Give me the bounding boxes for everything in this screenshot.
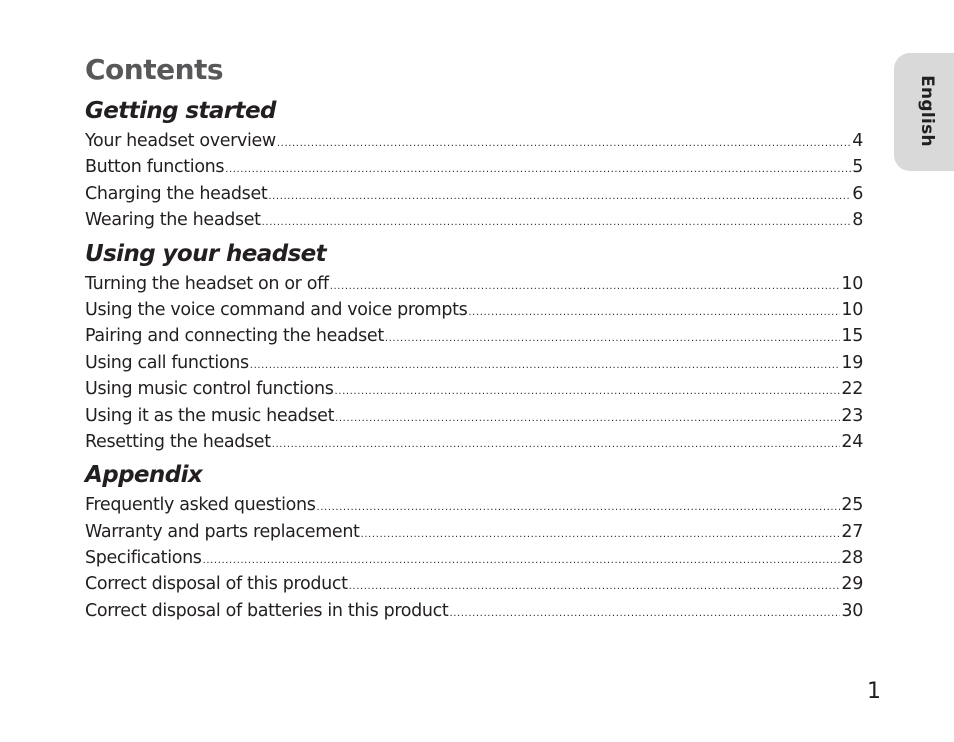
toc-entry-page: 10 (841, 299, 863, 320)
toc-entry[interactable] (85, 207, 863, 233)
toc-entry-page: 23 (841, 405, 863, 426)
dot-leader (335, 406, 840, 432)
toc-entry-page: 22 (841, 379, 863, 400)
toc-entry-page: 8 (852, 210, 863, 231)
toc-entry-page: 30 (841, 600, 863, 621)
toc-entry-page: 25 (841, 495, 863, 516)
toc-entry-label: Pairing and connecting the headset (85, 326, 384, 347)
toc-entry[interactable] (85, 350, 863, 376)
toc-entry-label: Wearing the headset (85, 210, 261, 231)
toc-entry-page: 28 (841, 548, 863, 569)
toc-entry[interactable] (85, 271, 863, 297)
toc-entry[interactable] (85, 519, 863, 545)
toc-entry[interactable] (85, 297, 863, 323)
toc-entry-label: Correct disposal of this product (85, 574, 348, 595)
dot-leader (468, 300, 840, 326)
dot-leader (385, 326, 841, 352)
language-tab-label: English (917, 75, 937, 147)
toc-entry[interactable] (85, 376, 863, 402)
toc-entry-label: Correct disposal of batteries in this product (85, 600, 449, 621)
toc-entry-label: Warranty and parts replacement (85, 521, 360, 542)
toc-entry[interactable] (85, 323, 863, 349)
toc-entry-page: 27 (841, 521, 863, 542)
page-title: Contents (85, 53, 224, 86)
toc-entry[interactable] (85, 128, 863, 154)
toc-entry-page: 5 (852, 157, 863, 178)
table-of-contents (85, 95, 863, 628)
toc-entry-page: 15 (841, 326, 863, 347)
dot-leader (361, 522, 841, 548)
dot-leader (449, 601, 840, 627)
toc-entry[interactable] (85, 598, 863, 624)
section-heading-getting-started: Getting started (85, 98, 276, 124)
toc-entry-page: 10 (841, 273, 863, 294)
dot-leader (225, 157, 851, 183)
toc-entry-label: Using music control functions (85, 379, 334, 400)
toc-entry[interactable] (85, 181, 863, 207)
dot-leader (272, 432, 841, 458)
toc-entry-label: Using the voice command and voice prompts (85, 299, 468, 320)
toc-list-using-your-headset (85, 271, 863, 456)
toc-entry-label: Using it as the music headset (85, 405, 335, 426)
toc-entry[interactable] (85, 154, 863, 180)
dot-leader (335, 379, 841, 405)
toc-entry-page: 4 (852, 131, 863, 151)
toc-entry[interactable] (85, 545, 863, 571)
toc-list-getting-started (85, 128, 863, 234)
toc-entry-label: Specifications (85, 548, 202, 569)
toc-entry-label: Turning the headset on or off (85, 273, 329, 294)
toc-entry[interactable] (85, 571, 863, 597)
toc-entry-page: 24 (841, 431, 863, 452)
section-heading-appendix: Appendix (85, 462, 203, 489)
toc-entry-label: Charging the headset (85, 183, 268, 204)
dot-leader (250, 353, 841, 379)
toc-entry-label: Button functions (85, 157, 225, 178)
toc-entry-page: 29 (841, 574, 863, 595)
dot-leader (262, 210, 852, 236)
toc-entry-label: Resetting the headset (85, 431, 271, 452)
page-number: 1 (867, 679, 881, 704)
toc-entry[interactable] (85, 492, 863, 518)
toc-entry-label: Frequently asked questions (85, 495, 316, 516)
toc-list-appendix (85, 492, 863, 624)
toc-entry[interactable] (85, 429, 863, 455)
toc-entry[interactable] (85, 403, 863, 429)
dot-leader (277, 131, 851, 157)
dot-leader (316, 495, 840, 521)
toc-entry-label: Your headset overview (85, 131, 276, 151)
toc-entry-page: 19 (841, 352, 863, 373)
dot-leader (268, 184, 851, 210)
toc-entry-page: 6 (852, 183, 863, 204)
section-heading-using-your-headset: Using your headset (85, 240, 327, 267)
toc-entry-label: Using call functions (85, 352, 249, 373)
